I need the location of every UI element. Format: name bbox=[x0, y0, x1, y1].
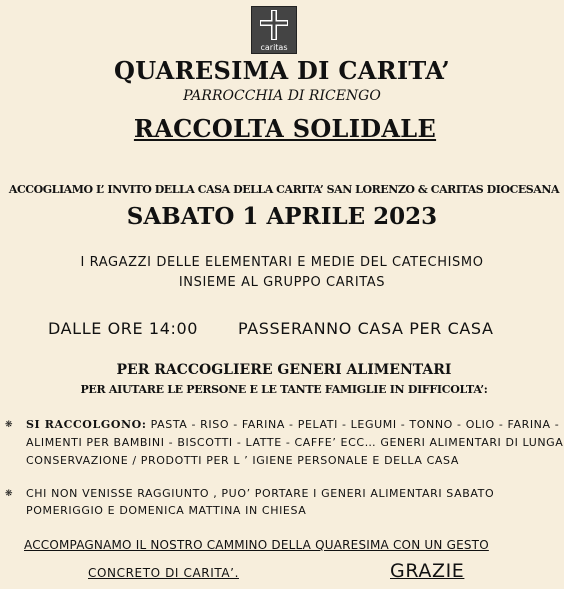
bullet-icon: ❋ bbox=[5, 489, 13, 499]
collected-items-line-1 bbox=[26, 418, 559, 431]
invite-text: ACCOGLIAMO L’ INVITO DELLA CASA DELLA CARITA’ SAN LORENZO & CARITAS DIOCESANA bbox=[8, 183, 560, 196]
caritas-logo bbox=[251, 6, 297, 54]
closing-line-2: CONCRETO DI CARITA’. bbox=[88, 566, 239, 580]
collected-items-label: SI RACCOLGONO: bbox=[26, 418, 147, 431]
event-date: SABATO 1 APRILE 2023 bbox=[126, 203, 438, 230]
not-reached-line-1: CHI NON VENISSE RAGGIUNTO , PUO’ PORTARE I GENERI ALIMENTARI SABATO bbox=[26, 487, 495, 500]
bullet-icon: ❋ bbox=[5, 420, 13, 430]
participants-line-1: I RAGAZZI DELLE ELEMENTARI E MEDIE DEL CATECHISMO bbox=[80, 255, 484, 270]
purpose-subtitle: PER AIUTARE LE PERSONE E LE TANTE FAMIGLIE IN DIFFICOLTA’: bbox=[80, 383, 488, 396]
not-reached-line-2: POMERIGGIO E DOMENICA MATTINA IN CHIESA bbox=[26, 504, 307, 517]
page-title: QUARESIMA DI CARITA’ bbox=[113, 56, 451, 85]
closing-line-1: ACCOMPAGNAMO IL NOSTRO CAMMINO DELLA QUARESIMA CON UN GESTO bbox=[24, 538, 489, 552]
participants-line-2: INSIEME AL GRUPPO CARITAS bbox=[178, 275, 386, 290]
collected-items-line-3: CONSERVAZIONE / PRODOTTI PER L ’ IGIENE PERSONALE E DELLA CASA bbox=[26, 454, 459, 467]
thanks-text: GRAZIE bbox=[390, 560, 465, 582]
logo-text: caritas bbox=[260, 43, 288, 52]
cross-icon bbox=[260, 10, 288, 40]
event-subtitle: RACCOLTA SOLIDALE bbox=[133, 114, 437, 143]
collected-items-list: PASTA - RISO - FARINA - PELATI - LEGUMI - TONNO - OLIO - FARINA - bbox=[146, 418, 560, 431]
door-to-door-text: PASSERANNO CASA PER CASA bbox=[238, 319, 494, 338]
start-time: DALLE ORE 14:00 bbox=[48, 319, 199, 338]
collected-items-line-2: ALIMENTI PER BAMBINI - BISCOTTI - LATTE - CAFFE’ ECC… GENERI ALIMENTARI DI LUNGA bbox=[26, 436, 564, 449]
purpose-title: PER RACCOGLIERE GENERI ALIMENTARI bbox=[116, 362, 452, 378]
parish-name: PARROCCHIA DI RICENGO bbox=[183, 88, 381, 104]
